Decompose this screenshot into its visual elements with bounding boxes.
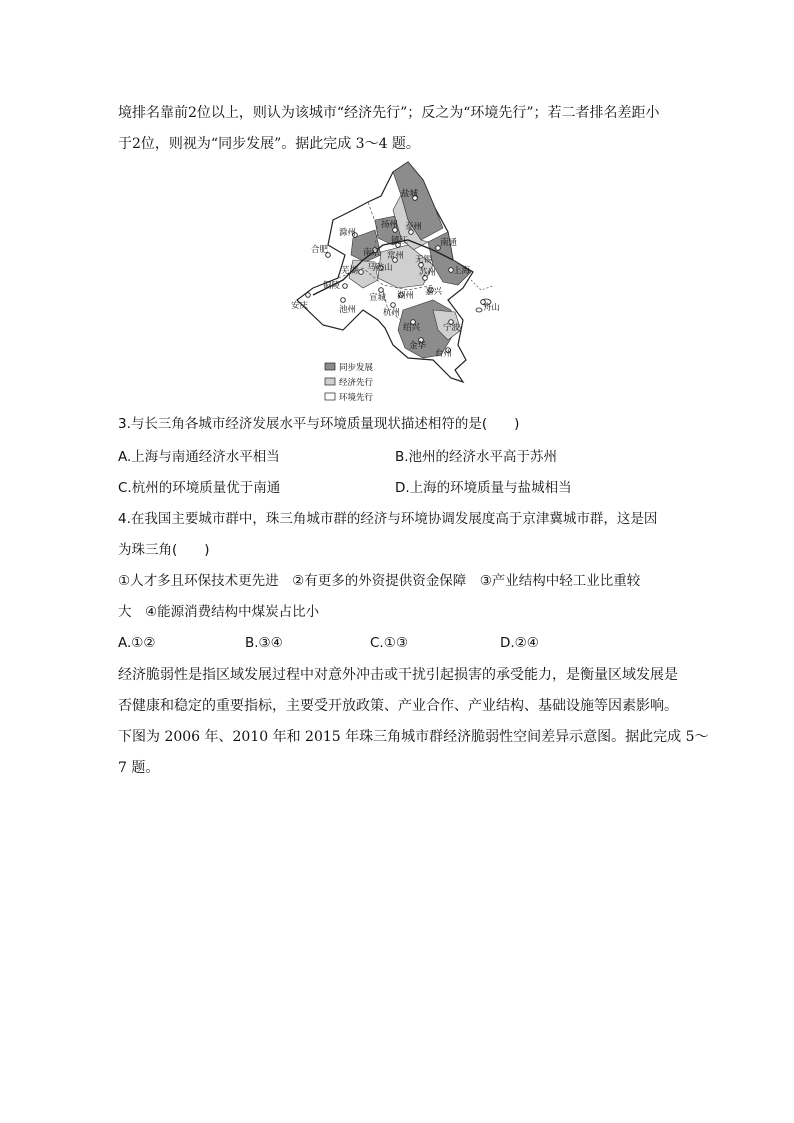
city-label-maanshan: 马鞍山 [367, 263, 393, 273]
city-label-tongling: 铜陵 [323, 281, 341, 291]
city-label-taizhou-js: 泰州 [405, 222, 423, 232]
city-label-wuhu: 芜湖 [341, 266, 359, 276]
q3-option-c: C.杭州的环境质量优于南通 [118, 480, 281, 496]
q3-option-d: D.上海的环境质量与盐城相当 [395, 480, 572, 496]
city-label-chizhou: 池州 [339, 305, 357, 315]
city-label-nanjing: 南京 [363, 248, 381, 258]
city-label-anqing: 安庆 [291, 301, 309, 311]
intro-line-2: 于2位，则视为“同步发展”。据此完成 3～4 题。 [118, 136, 420, 152]
city-label-ningbo: 宁波 [443, 323, 461, 333]
city-label-xuancheng: 宣城 [369, 293, 387, 303]
para2-line-1: 经济脆弱性是指区域发展过程中对意外冲击或干扰引起损害的承受能力，是衡量区域发展是 [118, 667, 678, 683]
city-label-shanghai: 上海 [453, 266, 471, 276]
city-label-huzhou: 湖州 [397, 291, 415, 301]
city-label-hefei: 合肥 [311, 245, 329, 255]
q3-option-a: A.上海与南通经济水平相当 [118, 449, 280, 465]
city-label-zhenjiang: 镇江 [391, 236, 409, 246]
city-label-shaoxing: 绍兴 [403, 323, 421, 333]
city-label-suzhou: 苏州 [419, 268, 437, 278]
yangtze-delta-map [283, 160, 523, 405]
q3-option-b: B.池州的经济水平高于苏州 [395, 449, 558, 465]
q4-option-b: B.③④ [245, 635, 283, 651]
city-label-chuzhou: 滁州 [339, 228, 357, 238]
city-label-zhoushan: 舟山 [483, 303, 501, 313]
q4-stem-2: 为珠三角( ) [118, 542, 210, 558]
city-label-jinhua: 金华 [409, 341, 427, 351]
q4-items-2: 大 ④能源消费结构中煤炭占比小 [118, 604, 320, 620]
q3-stem: 3.与长三角各城市经济发展水平与环境质量现状描述相符的是( ) [118, 416, 520, 432]
q4-items-1: ①人才多且环保技术更先进 ②有更多的外资提供资金保障 ③产业结构中轻工业比重较 [118, 573, 641, 589]
q4-option-d: D.②④ [500, 635, 539, 651]
legend-env: 环境先行 [339, 393, 374, 403]
city-label-jiaxing: 嘉兴 [425, 287, 443, 297]
legend-econ: 经济先行 [339, 378, 374, 388]
q4-option-c: C.①③ [370, 635, 408, 651]
city-label-taizhou-zj: 台州 [435, 349, 453, 359]
city-label-changzhou: 常州 [387, 251, 405, 261]
map-legend [325, 362, 374, 403]
para2-line-3: 下图为 2006 年、2010 年和 2015 年珠三角城市群经济脆弱性空间差异示意图。据此完成 5～ [118, 729, 709, 745]
intro-line-1: 境排名靠前2位以上，则认为该城市“经济先行”；反之为“环境先行”；若二者排名差距小 [118, 105, 660, 121]
para2-line-4: 7 题。 [118, 760, 160, 776]
q4-stem-1: 4.在我国主要城市群中，珠三角城市群的经济与环境协调发展度高于京津冀城市群，这是因 [118, 511, 658, 527]
city-label-wuxi: 无锡 [415, 255, 433, 265]
city-label-yangzhou: 扬州 [381, 220, 399, 230]
city-label-yancheng: 盐城 [401, 189, 419, 199]
city-label-hangzhou: 杭州 [383, 308, 401, 318]
q4-option-a: A.①② [118, 635, 156, 651]
city-label-nantong: 南通 [440, 238, 458, 248]
legend-sync: 同步发展 [339, 363, 374, 373]
para2-line-2: 否健康和稳定的重要指标，主要受开放政策、产业合作、产业结构、基础设施等因素影响。 [118, 698, 678, 714]
